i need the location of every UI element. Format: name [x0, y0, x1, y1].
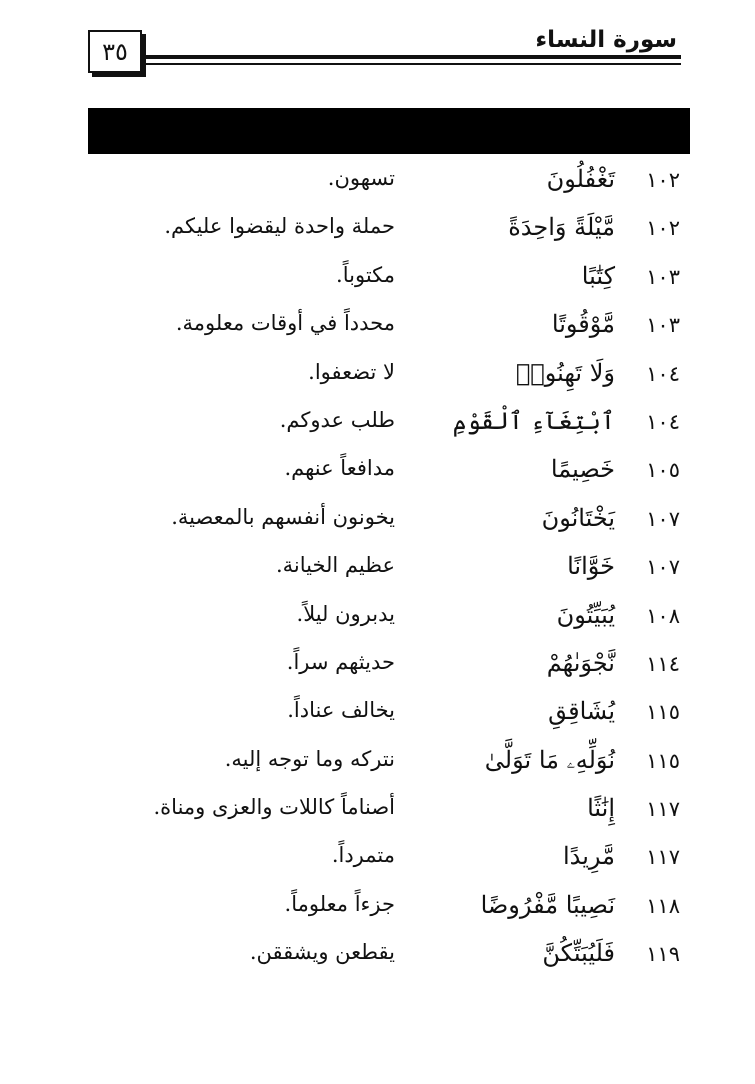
- word-meaning: جزءاً معلوماً.: [284, 891, 395, 916]
- surah-title: سورة النساء: [535, 27, 677, 53]
- glossary-entry: [0, 158, 755, 206]
- quran-word: يَخْتَانُونَ: [541, 503, 615, 532]
- quran-word: فَلَيُبَتِّكُنَّ: [542, 939, 615, 968]
- quran-word: نَّجْوَىٰهُمْ: [546, 648, 615, 677]
- verse-number: ١٠٣: [646, 264, 680, 289]
- quran-word: تَغْفُلُونَ: [546, 165, 615, 193]
- header-rule-thin: [140, 63, 681, 65]
- black-band: [88, 108, 690, 154]
- page-number: ٣٥: [88, 30, 142, 73]
- header-rule: [140, 55, 681, 59]
- quran-word: كِتَٰبًا: [581, 261, 615, 290]
- quran-word: خَوَّانًا: [567, 552, 615, 581]
- verse-number: ١٠٤: [646, 361, 680, 386]
- word-meaning: عظيم الخيانة.: [275, 553, 395, 578]
- glossary-entry: [0, 206, 755, 254]
- verse-number: ١٠٧: [646, 555, 680, 580]
- word-meaning: يقطعن ويشققن.: [249, 940, 395, 965]
- verse-number: ١٠٣: [646, 313, 680, 338]
- word-meaning: يخالف عناداً.: [287, 698, 395, 723]
- word-meaning: متمرداً.: [331, 843, 395, 868]
- quran-word: مَّرِيدًا: [562, 842, 615, 871]
- word-meaning: يدبرون ليلاً.: [296, 601, 395, 626]
- glossary-entry: [0, 884, 755, 932]
- quran-word: يُشَاقِقِ: [548, 697, 615, 726]
- verse-number: ١٠٧: [646, 506, 680, 531]
- verse-number: ١١٤: [646, 651, 680, 676]
- verse-number: ١٠٥: [646, 458, 680, 483]
- verse-number: ١١٧: [646, 797, 680, 822]
- verse-number: ١١٧: [646, 845, 680, 870]
- glossary-entry: [0, 835, 755, 883]
- word-meaning: محدداً في أوقات معلومة.: [175, 311, 395, 336]
- quran-word: وَلَا تَهِنُوا۟: [515, 358, 615, 387]
- quran-word: ٱبْتِغَآءِ ٱلْقَوْمِ: [452, 406, 615, 435]
- glossary-entry: [0, 400, 755, 448]
- glossary-entry: [0, 497, 755, 545]
- glossary-entry: [0, 448, 755, 496]
- verse-number: ١١٩: [646, 942, 680, 967]
- verse-number: ١١٨: [646, 893, 680, 918]
- quran-word: إِنَٰثًا: [587, 794, 615, 823]
- verse-number: ١١٥: [646, 700, 680, 725]
- word-meaning: طلب عدوكم.: [279, 407, 395, 432]
- verse-number: ١١٥: [646, 748, 680, 773]
- glossary-entry: [0, 787, 755, 835]
- word-meaning: يخونون أنفسهم بالمعصية.: [171, 504, 395, 529]
- glossary-entry: [0, 642, 755, 690]
- quran-word: مَّيْلَةً وَاحِدَةً: [508, 213, 615, 242]
- glossary-entry: [0, 545, 755, 593]
- glossary-entry: [0, 932, 755, 980]
- word-meaning: لا تضعفوا.: [308, 359, 395, 384]
- glossary-list: [0, 158, 755, 981]
- glossary-entry: [0, 594, 755, 642]
- word-meaning: حملة واحدة ليقضوا عليكم.: [164, 214, 395, 239]
- word-meaning: مكتوباً.: [336, 262, 395, 287]
- glossary-entry: [0, 303, 755, 351]
- quran-word: خَصِيمًا: [550, 455, 615, 484]
- word-meaning: نتركه وما توجه إليه.: [224, 746, 395, 771]
- quran-word: نَصِيبًا مَّفْرُوضًا: [480, 890, 615, 919]
- verse-number: ١٠٤: [646, 409, 680, 434]
- quran-word: نُوَلِّهِۦ مَا تَوَلَّىٰ: [484, 745, 615, 774]
- verse-number: ١٠٢: [646, 216, 680, 241]
- word-meaning: أصناماً كاللات والعزى ومناة.: [153, 795, 395, 820]
- quran-word: مَّوْقُوتًا: [551, 310, 615, 339]
- quran-word: يُبَيِّتُونَ: [556, 600, 615, 629]
- glossary-entry: [0, 255, 755, 303]
- word-meaning: تسهون.: [327, 166, 395, 190]
- page-header: [0, 0, 755, 95]
- word-meaning: حديثهم سراً.: [286, 649, 395, 674]
- glossary-entry: [0, 690, 755, 738]
- glossary-entry: [0, 352, 755, 400]
- word-meaning: مدافعاً عنهم.: [284, 456, 395, 481]
- glossary-entry: [0, 739, 755, 787]
- verse-number: ١٠٢: [646, 168, 680, 192]
- verse-number: ١٠٨: [646, 603, 680, 628]
